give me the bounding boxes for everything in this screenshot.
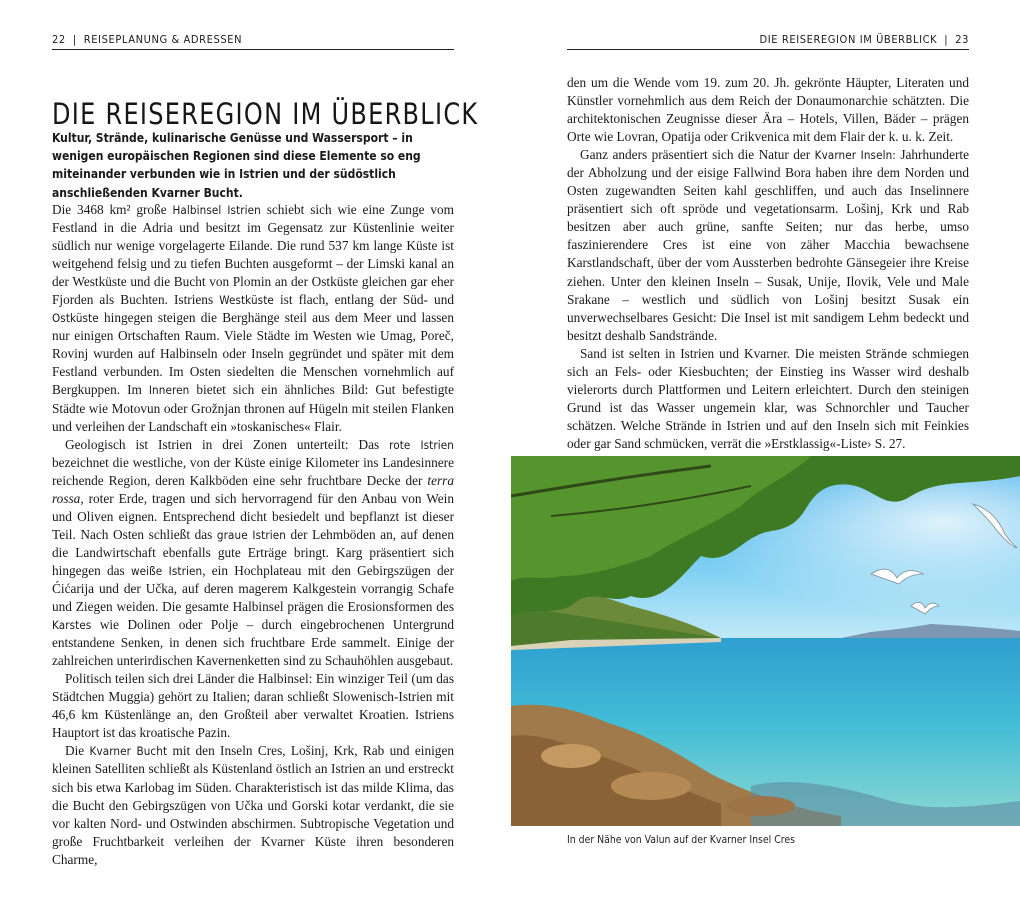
paragraph: Ganz anders präsentiert sich die Natur der Kvarner Inseln: Jahrhunderte der Abholzung und der eisige Fallwind Bora haben ihre dem Norden und Osten zugewandten Seiten kahl geschliffen, und auch das Inselinnere präsentiert sich oft spröde und vegetationsarm. Lošinj, Krk und Rab besitzen aber auch grüne, sanfte Seiten; nur das herbe, umso faszinierendere Cres ist eine von zäher Macchia bewachsene Karstlandschaft, über der vom Aussterben bedrohte Gänsegeier ihre Kreise ziehen. Unter den kleinen Inseln – Susak, Unije, Ilovik, Vele und Male Srakane – westlich und südlich von Lošinj besitzt Susak ein unverwechselbares Gesicht: Die Insel ist mit sandigem Lehm bedeckt und besitzt deshalb Sandstrände.	[567, 147, 970, 343]
keyword: Kvarner Bucht	[89, 744, 168, 759]
coastal-photo	[511, 456, 1020, 826]
keyword: Strände	[865, 346, 908, 361]
right-text-column	[567, 74, 969, 453]
paragraph: Sand ist selten in Istrien und Kvarner. Die meisten Strände schmiegen sich an Fels- oder Kiesbuchten; der Einstieg ins Wasser wird deshalb vielerorts durch Plattformen und Leitern erleichtert. Durch den steinigen Grund ist das Wasser ungemein klar, was Schnorchler und Taucher schätzen. Welche Strände in Istrien und auf den Inseln sich mit Feinkies oder gar Sand schmücken, verrät die »Erstklassig«-Liste› S. 27.	[567, 345, 970, 451]
keyword: graue Istrien	[216, 527, 286, 542]
keyword: Inneren	[148, 383, 190, 398]
lead-paragraph: Kultur, Strände, kulinarische Genüsse und Wassersport – in wenigen europäischen Regionen sind diese Elemente so eng miteinander verbunden wie in Istrien und der südöstlich anschließenden Kvarner Bucht.	[52, 131, 421, 200]
running-header-left	[52, 30, 454, 50]
keyword: weiße Istrien	[130, 563, 203, 578]
running-header-right	[567, 30, 969, 50]
photo-caption: In der Nähe von Valun auf der Kvarner Insel Cres	[567, 834, 795, 846]
paragraph: Die Kvarner Bucht mit den Inseln Cres, Lošinj, Krk, Rab und einigen kleinen Satelliten schließt als Küstenland östlich an Istrien an und erstreckt sich bis etwa Karlobag im Süden. Charakteristisch ist das milde Klima, das die Bucht den Gebirgszügen von Učka und Gorski kotar verdankt, die sie vor kalten Nord- und Ostwinden abschirmen. Subtropische Vegetation und große Fruchtbarkeit verleihen der Kvarner Küste ihren besonderen Charme,	[52, 743, 454, 867]
header-separator: |	[72, 33, 77, 46]
paragraph: Geologisch ist Istrien in drei Zonen unterteilt: Das rote Istrien bezeichnet die westliche, von der Küste einige Kilometer ins Landesinnere reichende Region, deren Kalkböden eine sehr fruchtbare Decke der terra rossa, roter Erde, tragen und sich hervorragend für den Anbau von Wein und Oliven eignen. Entsprechend dicht besiedelt und bepflanzt ist dieser Teil. Nach Osten schließt das graue Istrien der Lehmböden an, auf denen die Landwirtschaft ebenfalls gute Erträge bringt. Karg präsentiert sich hingegen das weiße Istrien, ein Hochplateau mit den Gebirgszügen der Ćićarija und der Učka, auf deren magerem Kalkgestein vorrangig Schafe und Ziegen weiden. Die gesamte Halbinsel prägen die Erosionsformen des Karstes wie Dolinen oder Polje – durch eingebrochenen Untergrund entstandene Senken, in denen sich fruchtbare Erde sammelt. Einige der zahlreichen unterirdischen Kavernenketten sind zu Schauhöhlen ausgebaut.	[52, 436, 454, 669]
cross-reference-arrow: ›	[867, 436, 872, 451]
italic-term: terra rossa	[52, 472, 454, 506]
keyword: Halbinsel Istrien	[172, 203, 261, 217]
chapter-title: DIE REISEREGION IM ÜBERBLICK	[52, 97, 479, 132]
keyword: Kvarner Inseln:	[814, 148, 896, 163]
running-section-left: REISEPLANUNG & ADRESSEN	[83, 33, 243, 46]
left-text-column	[52, 201, 454, 869]
paragraph: Die 3468 km² große Halbinsel Istrien schiebt sich wie eine Zunge vom Festland in die Adria und besitzt im Gegensatz zur Küstenlinie weiter südlich nur wenige vorgelagerte Eilande. Die rund 537 km lange Küste ist weitgehend felsig und zu tiefen Buchten ausgeformt – der Limski kanal an der Westküste und die Bucht von Plomin an der Ostküste gleichen gar eher Fjorden als Buchten. Istriens Westküste ist flach, entlang der Süd- und Ostküste hingegen steigen die Berghänge steil aus dem Meer und lassen nur einigen Ortschaften Raum. Viele Städte im Westen wie Umag, Poreč, Rovinj wurden auf Halbinseln oder Inseln gegründet und später mit dem Festland verbunden. Im Osten siedelten die Menschen vornehmlich auf Bergkuppen. Im Inneren bietet sich ein ähnliches Bild: Gut befestigte Städte wie Motovun oder Grožnjan thronen auf Hügeln mit steilen Flanken und verleihen der Landschaft ein »toskanisches« Flair.	[52, 202, 454, 434]
photo-illustration	[511, 456, 1020, 826]
paragraph: den um die Wende vom 19. zum 20. Jh. gekrönte Häupter, Literaten und Künstler vornehmlich aus dem Reich der Donaumonarchie schätzten. Die architektonischen Zeugnisse dieser Ära – Hotels, Villen, Bäder – prägen Orte wie Lovran, Opatija oder Crikvenica mit dem Flair der k. u. k. Zeit.	[567, 75, 969, 145]
keyword: rote Istrien	[389, 437, 454, 452]
keyword: Karstes	[52, 618, 92, 633]
header-separator: |	[944, 33, 949, 46]
keyword: Westküste	[219, 293, 274, 308]
page-number-right: 23	[955, 33, 969, 46]
keyword: Ostküste	[52, 311, 99, 326]
running-section-right: DIE REISEREGION IM ÜBERBLICK	[759, 33, 938, 46]
page-number-left: 22	[52, 33, 66, 46]
paragraph: Politisch teilen sich drei Länder die Halbinsel: Ein winziger Teil (um das Städtchen Muggia) gehört zu Italien; daran schließt Slowenisch-Istrien mit 46,6 km Küstenlänge an, den Großteil aber verwaltet Kroatien. Istriens Hauptort ist das kroatische Pazin.	[52, 671, 454, 741]
